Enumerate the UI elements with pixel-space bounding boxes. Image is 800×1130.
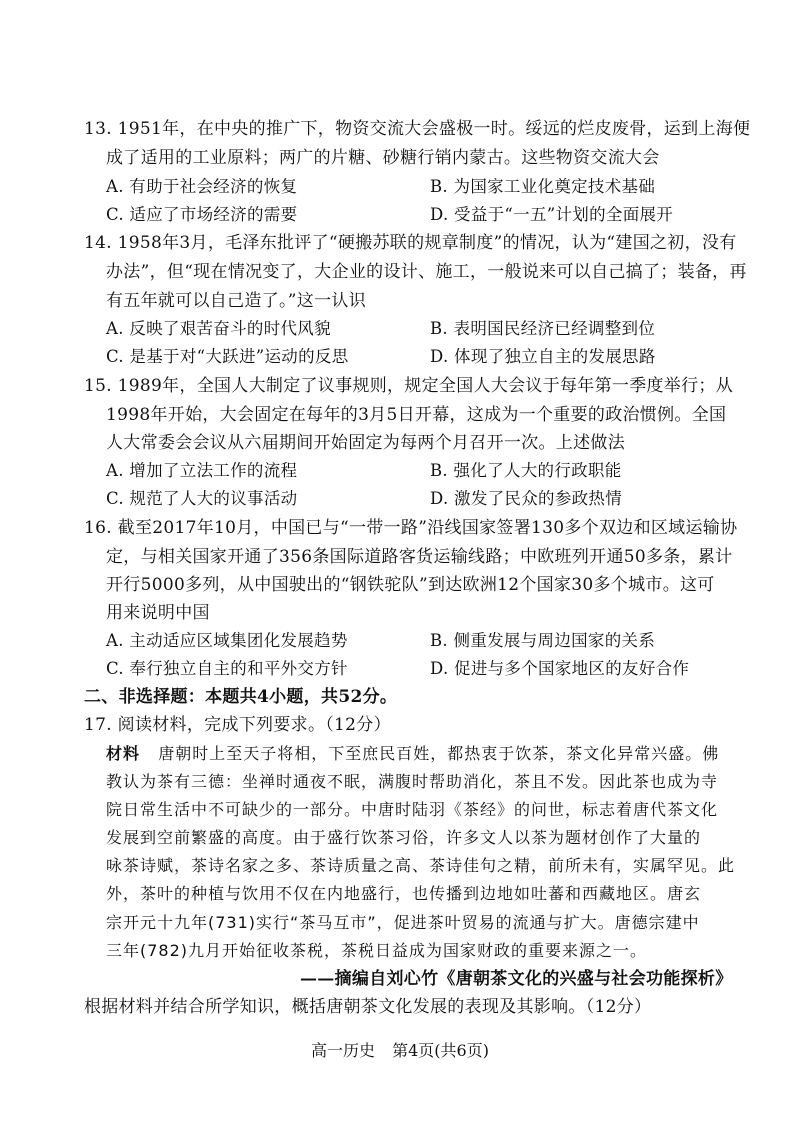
q15-option-c: C. 规范了人大的议事活动 — [106, 489, 298, 508]
q16-stem-line3: 开行5000多列，从中国驶出的“钢铁驼队”到达欧洲12个国家30多个城市。这可 — [106, 575, 715, 595]
q14-option-d: D. 体现了独立自主的发展思路 — [430, 347, 656, 366]
section-heading-non-choice: 二、非选择题：本题共4小题，共52分。 — [84, 687, 398, 707]
q17-source-citation: ——摘编自刘心竹《唐朝茶文化的兴盛与社会功能探析》 — [300, 969, 733, 989]
q13-option-a: A. 有助于社会经济的恢复 — [106, 177, 298, 196]
q15-stem-line2: 1998年开始，大会固定在每年的3月5日开幕，这成为一个重要的政治惯例。全国 — [106, 405, 727, 425]
page-footer — [0, 1038, 800, 1061]
q17-material-line4: 发展到空前繁盛的高度。由于盛行饮茶习俗，许多文人以茶为题材创作了大量的 — [106, 828, 702, 847]
material-text-1: 唐朝时上至天子将相，下至庶民百姓，都热衷于饮茶，茶文化异常兴盛。佛 — [158, 744, 720, 763]
footer-page-number: 第4页(共6页) — [392, 1041, 489, 1060]
q17-material-line1 — [106, 743, 719, 765]
q13-option-c: C. 适应了市场经济的需要 — [106, 205, 298, 224]
q17-question: 根据材料并结合所学知识，概括唐朝茶文化发展的表现及其影响。（12分） — [84, 997, 652, 1017]
q14-stem-line2: 办法”，但“现在情况变了，大企业的设计、施工，一般说来可以自己搞了；装备，再 — [106, 262, 747, 282]
material-label: 材料 — [106, 744, 141, 763]
q14-stem-line3: 有五年就可以自己造了。”这一认识 — [106, 291, 366, 311]
q15-stem-line1: 15. 1989年，全国人大制定了议事规则，规定全国人大会议于每年第一季度举行；从 — [84, 376, 734, 396]
q17-material-line3: 院日常生活中不可缺少的一部分。中唐时陆羽《茶经》的问世，标志着唐代茶文化 — [106, 800, 719, 819]
q17-material-line5: 咏茶诗赋，茶诗名家之多、茶诗质量之高、茶诗佳句之精，前所未有，实属罕见。此 — [106, 856, 736, 875]
q14-stem-line1: 14. 1958年3月，毛泽东批评了“硬搬苏联的规章制度”的情况，认为“建国之初，没有 — [84, 233, 737, 253]
q14-option-b: B. 表明国民经济已经调整到位 — [430, 319, 656, 338]
q13-option-b: B. 为国家工业化奠定技术基础 — [430, 177, 656, 196]
q16-stem-line4: 用来说明中国 — [106, 603, 210, 623]
q16-option-d: D. 促进与多个国家地区的友好合作 — [430, 659, 690, 678]
q14-option-c: C. 是基于对“大跃进”运动的反思 — [106, 347, 349, 366]
q17-material-line7: 宗开元十九年(731)实行“茶马互市”，促进茶叶贸易的流通与扩大。唐德宗建中 — [106, 913, 700, 932]
q13-stem-line2: 成了适用的工业原料；两广的片糖、砂糖行销内蒙古。这些物资交流大会 — [106, 148, 660, 168]
q17-title: 17. 阅读材料，完成下列要求。（12分） — [84, 715, 391, 735]
q16-option-c: C. 奉行独立自主的和平外交方针 — [106, 659, 348, 678]
footer-subject: 高一历史 — [311, 1041, 376, 1060]
q16-stem-line1: 16. 截至2017年10月，中国已与“一带一路”沿线国家签署130多个双边和区域运输协 — [84, 518, 738, 538]
q15-stem-line3: 人大常委会会议从六届期间开始固定为每两个月召开一次。上述做法 — [106, 433, 625, 453]
q16-stem-line2: 定，与相关国家开通了356条国际道路客货运输线路；中欧班列开通50多条，累计 — [106, 547, 733, 567]
q15-option-d: D. 激发了民众的参政热情 — [430, 489, 623, 508]
q13-stem-line1: 13. 1951年，在中央的推广下，物资交流大会盛极一时。绥远的烂皮废骨，运到上海便 — [84, 119, 751, 139]
q15-option-b: B. 强化了人大的行政职能 — [430, 461, 622, 480]
q17-material-line2: 教认为茶有三德：坐禅时通夜不眠，满腹时帮助消化，茶且不发。因此茶也成为寺 — [106, 772, 719, 791]
q14-option-a: A. 反映了艰苦奋斗的时代风貌 — [106, 319, 331, 338]
q15-option-a: A. 增加了立法工作的流程 — [106, 461, 298, 480]
q16-option-a: A. 主动适应区域集团化发展趋势 — [106, 631, 348, 650]
q17-material-line8: 三年(782)九月开始征收茶税，茶税日益成为国家财政的重要来源之一。 — [106, 941, 648, 960]
q13-option-d: D. 受益于“一五”计划的全面展开 — [430, 205, 674, 224]
q17-material-line6: 外，茶叶的种植与饮用不仅在内地盛行，也传播到边地如吐蕃和西藏地区。唐玄 — [106, 884, 702, 903]
q16-option-b: B. 侧重发展与周边国家的关系 — [430, 631, 656, 650]
